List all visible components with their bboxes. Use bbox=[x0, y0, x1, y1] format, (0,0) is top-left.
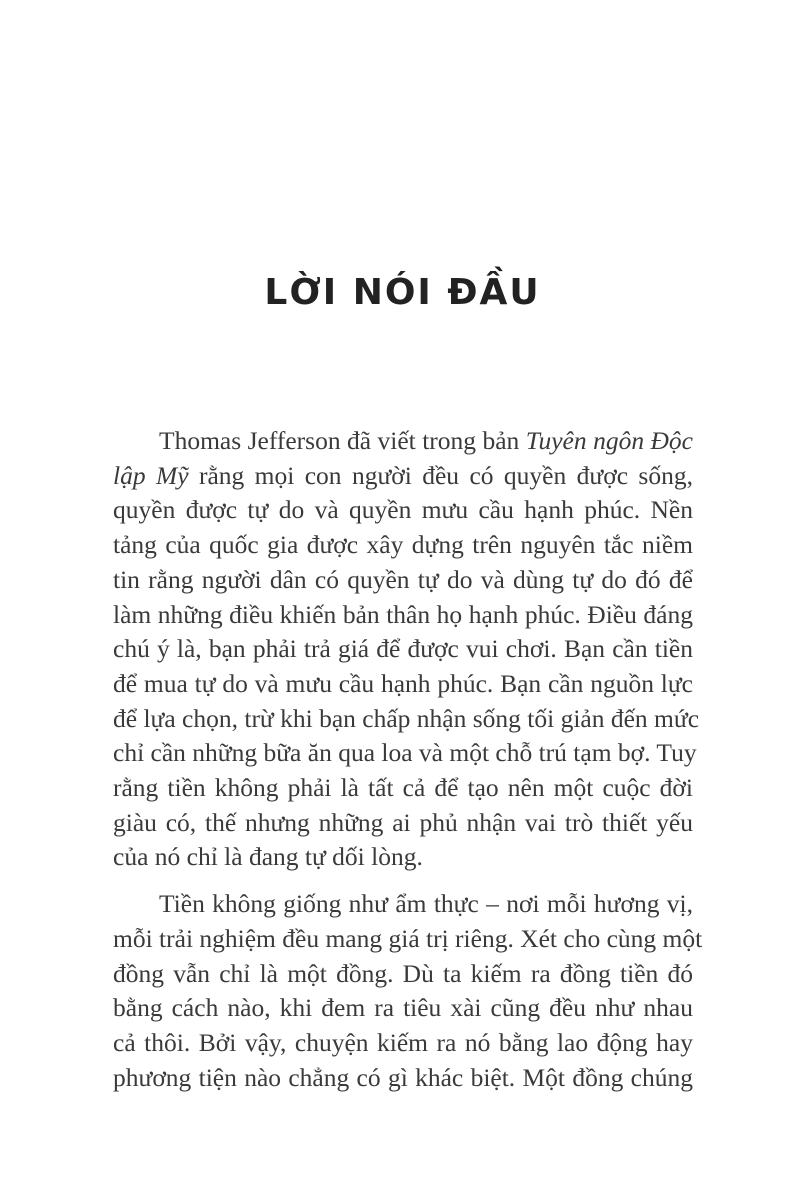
text-line bbox=[113, 563, 693, 598]
body-text bbox=[113, 424, 703, 1095]
text-run: Tiền không giống như ẩm thực – nơi mỗi hương vị, bbox=[159, 889, 693, 919]
text-line bbox=[113, 991, 693, 1026]
chapter-title: LỜI NÓI ĐẦU bbox=[264, 272, 541, 313]
text-run: để mua tự do và mưu cầu hạnh phúc. Bạn cần nguồn lực bbox=[113, 668, 693, 698]
text-run: mỗi trải nghiệm đều mang giá trị riêng. Xét cho cùng một bbox=[113, 923, 703, 953]
text-line bbox=[113, 702, 700, 737]
text-run: phương tiện nào chẳng có gì khác biệt. Một đồng chúng bbox=[113, 1062, 693, 1092]
text-line bbox=[113, 806, 693, 841]
text-line bbox=[113, 632, 693, 667]
text-line bbox=[113, 887, 693, 922]
text-line bbox=[113, 493, 693, 528]
text-line bbox=[113, 598, 693, 633]
text-line bbox=[113, 771, 693, 806]
text-run: bằng cách nào, khi đem ra tiêu xài cũng đều như nhau bbox=[113, 993, 693, 1023]
text-run: giàu có, thế nhưng những ai phủ nhận vai trò thiết yếu bbox=[113, 807, 693, 837]
text-run: rằng mọi con người đều có quyền được sống, bbox=[188, 460, 693, 490]
text-run: cả thôi. Bởi vậy, chuyện kiếm ra nó bằng lao động hay bbox=[113, 1027, 693, 1057]
text-run: đồng vẫn chỉ là một đồng. Dù ta kiếm ra đồng tiền đó bbox=[113, 958, 693, 988]
text-run: tin rằng người dân có quyền tự do và dùng tự do đó để bbox=[113, 564, 693, 594]
text-line bbox=[113, 667, 693, 702]
text-line bbox=[113, 1061, 693, 1096]
text-line bbox=[113, 922, 703, 957]
text-run: của nó chỉ là đang tự dối lòng. bbox=[113, 842, 423, 872]
text-run: quyền được tự do và quyền mưu cầu hạnh phúc. Nền bbox=[113, 495, 693, 525]
text-run: chú ý là, bạn phải trả giá để được vui chơi. Bạn cần tiền bbox=[113, 634, 693, 664]
text-line bbox=[113, 424, 693, 459]
italic-title: lập Mỹ bbox=[113, 460, 189, 490]
text-line bbox=[113, 957, 693, 992]
paragraph bbox=[113, 424, 700, 875]
text-line bbox=[113, 459, 693, 494]
text-run: Thomas Jefferson đã viết trong bản bbox=[159, 426, 526, 455]
text-line bbox=[113, 736, 697, 771]
paragraph bbox=[113, 887, 703, 1095]
text-run: tảng của quốc gia được xây dựng trên nguyên tắc niềm bbox=[113, 530, 693, 560]
text-run: chỉ cần những bữa ăn qua loa và một chỗ trú tạm bợ. Tuy bbox=[113, 738, 697, 768]
text-line bbox=[113, 528, 693, 563]
italic-title: Tuyên ngôn Độc bbox=[525, 426, 693, 455]
text-run: rằng tiền không phải là tất cả để tạo nên một cuộc đời bbox=[113, 773, 693, 803]
text-line bbox=[113, 840, 693, 875]
text-run: để lựa chọn, trừ khi bạn chấp nhận sống tối giản đến mức bbox=[113, 703, 700, 733]
text-line bbox=[113, 1026, 693, 1061]
text-run: làm những điều khiến bản thân họ hạnh phúc. Điều đáng bbox=[113, 599, 693, 629]
